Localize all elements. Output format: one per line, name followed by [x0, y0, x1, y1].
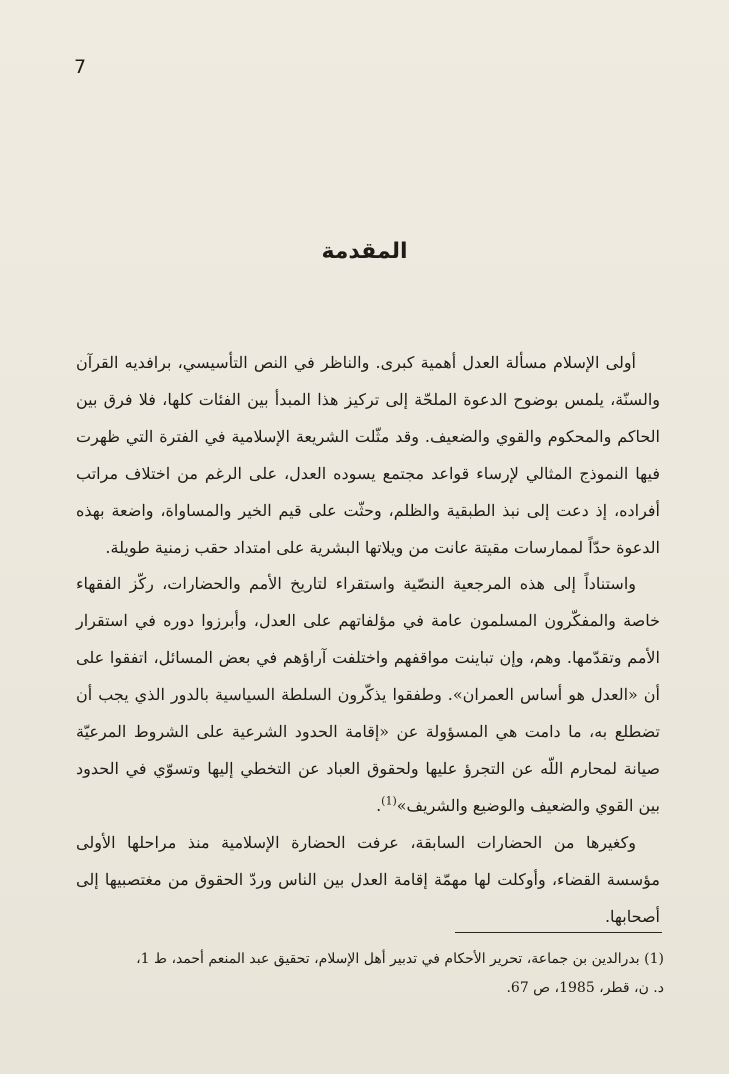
footnote: [74, 945, 664, 1003]
paragraph-2-end: .: [376, 795, 382, 815]
page-number: 7: [74, 56, 87, 78]
paragraph-3: وكغيرها من الحضارات السابقة، عرفت الحضارة الإسلامية منذ مراحلها الأولى مؤسسة القضاء، وأوكلت لها مهمّة إقامة العدل بين الناس وردّ الحقوق من مغتصبيها إلى أصحابها.: [76, 832, 660, 926]
section-title: المقدمة: [321, 239, 408, 264]
paragraph-1: أولى الإسلام مسألة العدل أهمية كبرى. والناظر في النص التأسيسي، برافديه القرآن والسنّة، يلمس بوضوح الدعوة الملحّة إلى تركيز هذا المبدأ بين الفئات كلها، فلا فرق بين الحاكم والمحكوم والقوي والضعيف. وقد مثّلت الشريعة الإسلامية في الفترة التي ظهرت فيها النموذج المثالي لإرساء قواعد مجتمع يسوده العدل، على الرغم من اختلاف مراتب أفراده، إذ دعت إلى نبذ الطبقية والظلم، وحثّت على قيم الخير والمساواة، واضعة بهذه الدعوة حدّاً لممارسات مقيتة عانت من ويلاتها البشرية على امتداد حقب زمنية طويلة.: [76, 353, 661, 557]
body-text: [76, 345, 660, 936]
footnote-reference: (1): [381, 794, 397, 808]
footnote-separator: [455, 932, 662, 933]
paragraph-2-text: واستناداً إلى هذه المرجعية النصّية واستقراء لتاريخ الأمم والحضارات، ركّز الفقهاء خاصة والمفكّرون المسلمون عامة في مؤلفاتهم على العدل، وأبرزوا دوره في استقرار الأمم وتقدّمها. وهم، وإن تباينت مواقفهم واختلفت آراؤهم في بعض المسائل، اتفقوا على أن «العدل هو أساس العمران». وطفقوا يذكّرون السلطة السياسية بالدور الذي يجب أن تضطلع به، ما دامت هي المسؤولة عن «إقامة الحدود الشرعية على الشروط المرعيّة صيانة لمحارم اللّه عن التجرؤ عليها ولحقوق العباد عن التخطي إليها وتسوّي في الحدود بين القوي والضعيف والوضيع والشريف»: [76, 574, 660, 815]
footnote-line-2: د. ن، قطر، 1985، ص 67.: [506, 980, 664, 996]
paragraph-2: [76, 566, 660, 824]
footnote-line-1: (1) بدرالدين بن جماعة، تحرير الأحكام في تدبير أهل الإسلام، تحقيق عبد المنعم أحمد، ط 1،: [136, 951, 664, 967]
